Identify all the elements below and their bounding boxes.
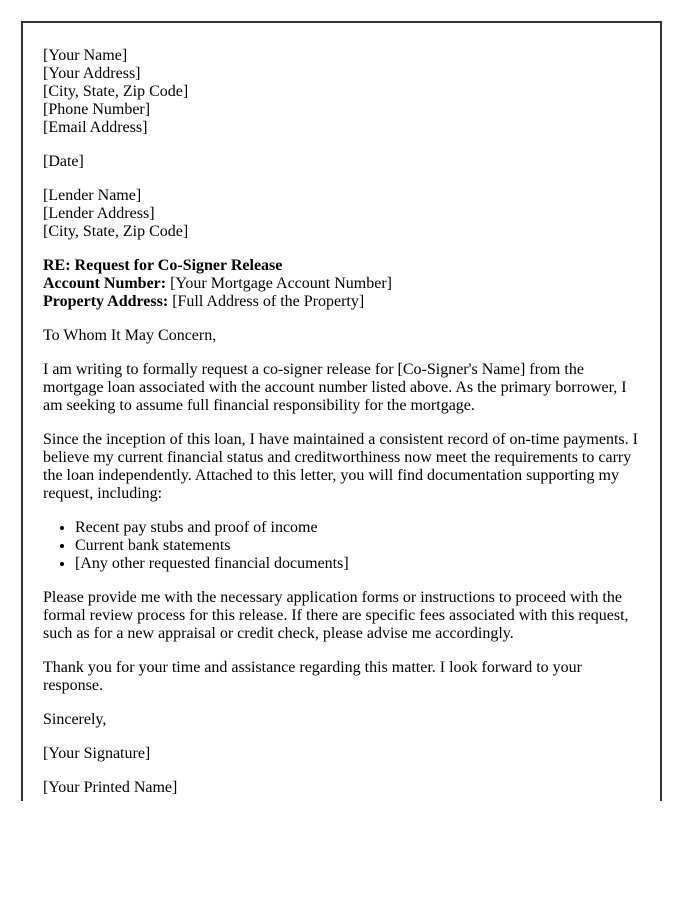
sender-phone: [Phone Number] xyxy=(43,101,151,118)
lender-address: [Lender Address] xyxy=(43,205,155,222)
subject-re-line: RE: Request for Co-Signer Release xyxy=(43,257,283,274)
sender-name: [Your Name] xyxy=(43,47,128,64)
account-number-label: Account Number: xyxy=(43,275,167,292)
account-number-value: [Your Mortgage Account Number] xyxy=(170,275,392,292)
closing: Sincerely, xyxy=(43,711,107,728)
body-paragraph-4: Thank you for your time and assistance regarding this matter. I look forward to your response. xyxy=(43,659,582,694)
date-line: [Date] xyxy=(43,153,84,170)
property-address-label: Property Address: xyxy=(43,293,169,310)
list-item-other-documents: • [Any other requested financial documents] xyxy=(75,555,640,573)
lender-name: [Lender Name] xyxy=(43,187,142,204)
body-paragraph-3: Please provide me with the necessary application forms or instructions to proceed with the formal review process for this release. If there are specific fees associated with this request, such as for a new appraisal or credit check, please advise me accordingly. xyxy=(43,589,629,642)
sender-email: [Email Address] xyxy=(43,119,148,136)
letter-document xyxy=(21,21,662,801)
sender-city-state-zip: [City, State, Zip Code] xyxy=(43,83,189,100)
body-paragraph-2: Since the inception of this loan, I have maintained a consistent record of on-time payments. I believe my current financial status and creditworthiness now meet the requirements to carry the loan independently. Attached to this letter, you will find documentation supporting my request, including: xyxy=(43,431,638,502)
sender-address: [Your Address] xyxy=(43,65,141,82)
list-item-pay-stubs: • Recent pay stubs and proof of income xyxy=(75,519,640,537)
subject-property-line xyxy=(43,293,640,311)
salutation: To Whom It May Concern, xyxy=(43,327,217,344)
body-paragraph-1: I am writing to formally request a co-signer release for [Co-Signer's Name] from the mortgage loan associated with the account number listed above. As the primary borrower, I am seeking to assume full financial responsibility for the mortgage. xyxy=(43,361,627,414)
lender-city-state-zip: [City, State, Zip Code] xyxy=(43,223,189,240)
subject-account-line xyxy=(43,275,640,293)
sender-address-block xyxy=(43,47,640,137)
lender-address-block xyxy=(43,187,640,241)
attachments-list xyxy=(43,519,640,573)
printed-name-placeholder: [Your Printed Name] xyxy=(43,779,178,796)
subject-block xyxy=(43,257,640,311)
list-item-bank-statements: • Current bank statements xyxy=(75,537,640,555)
property-address-value: [Full Address of the Property] xyxy=(172,293,365,310)
signature-placeholder: [Your Signature] xyxy=(43,745,151,762)
